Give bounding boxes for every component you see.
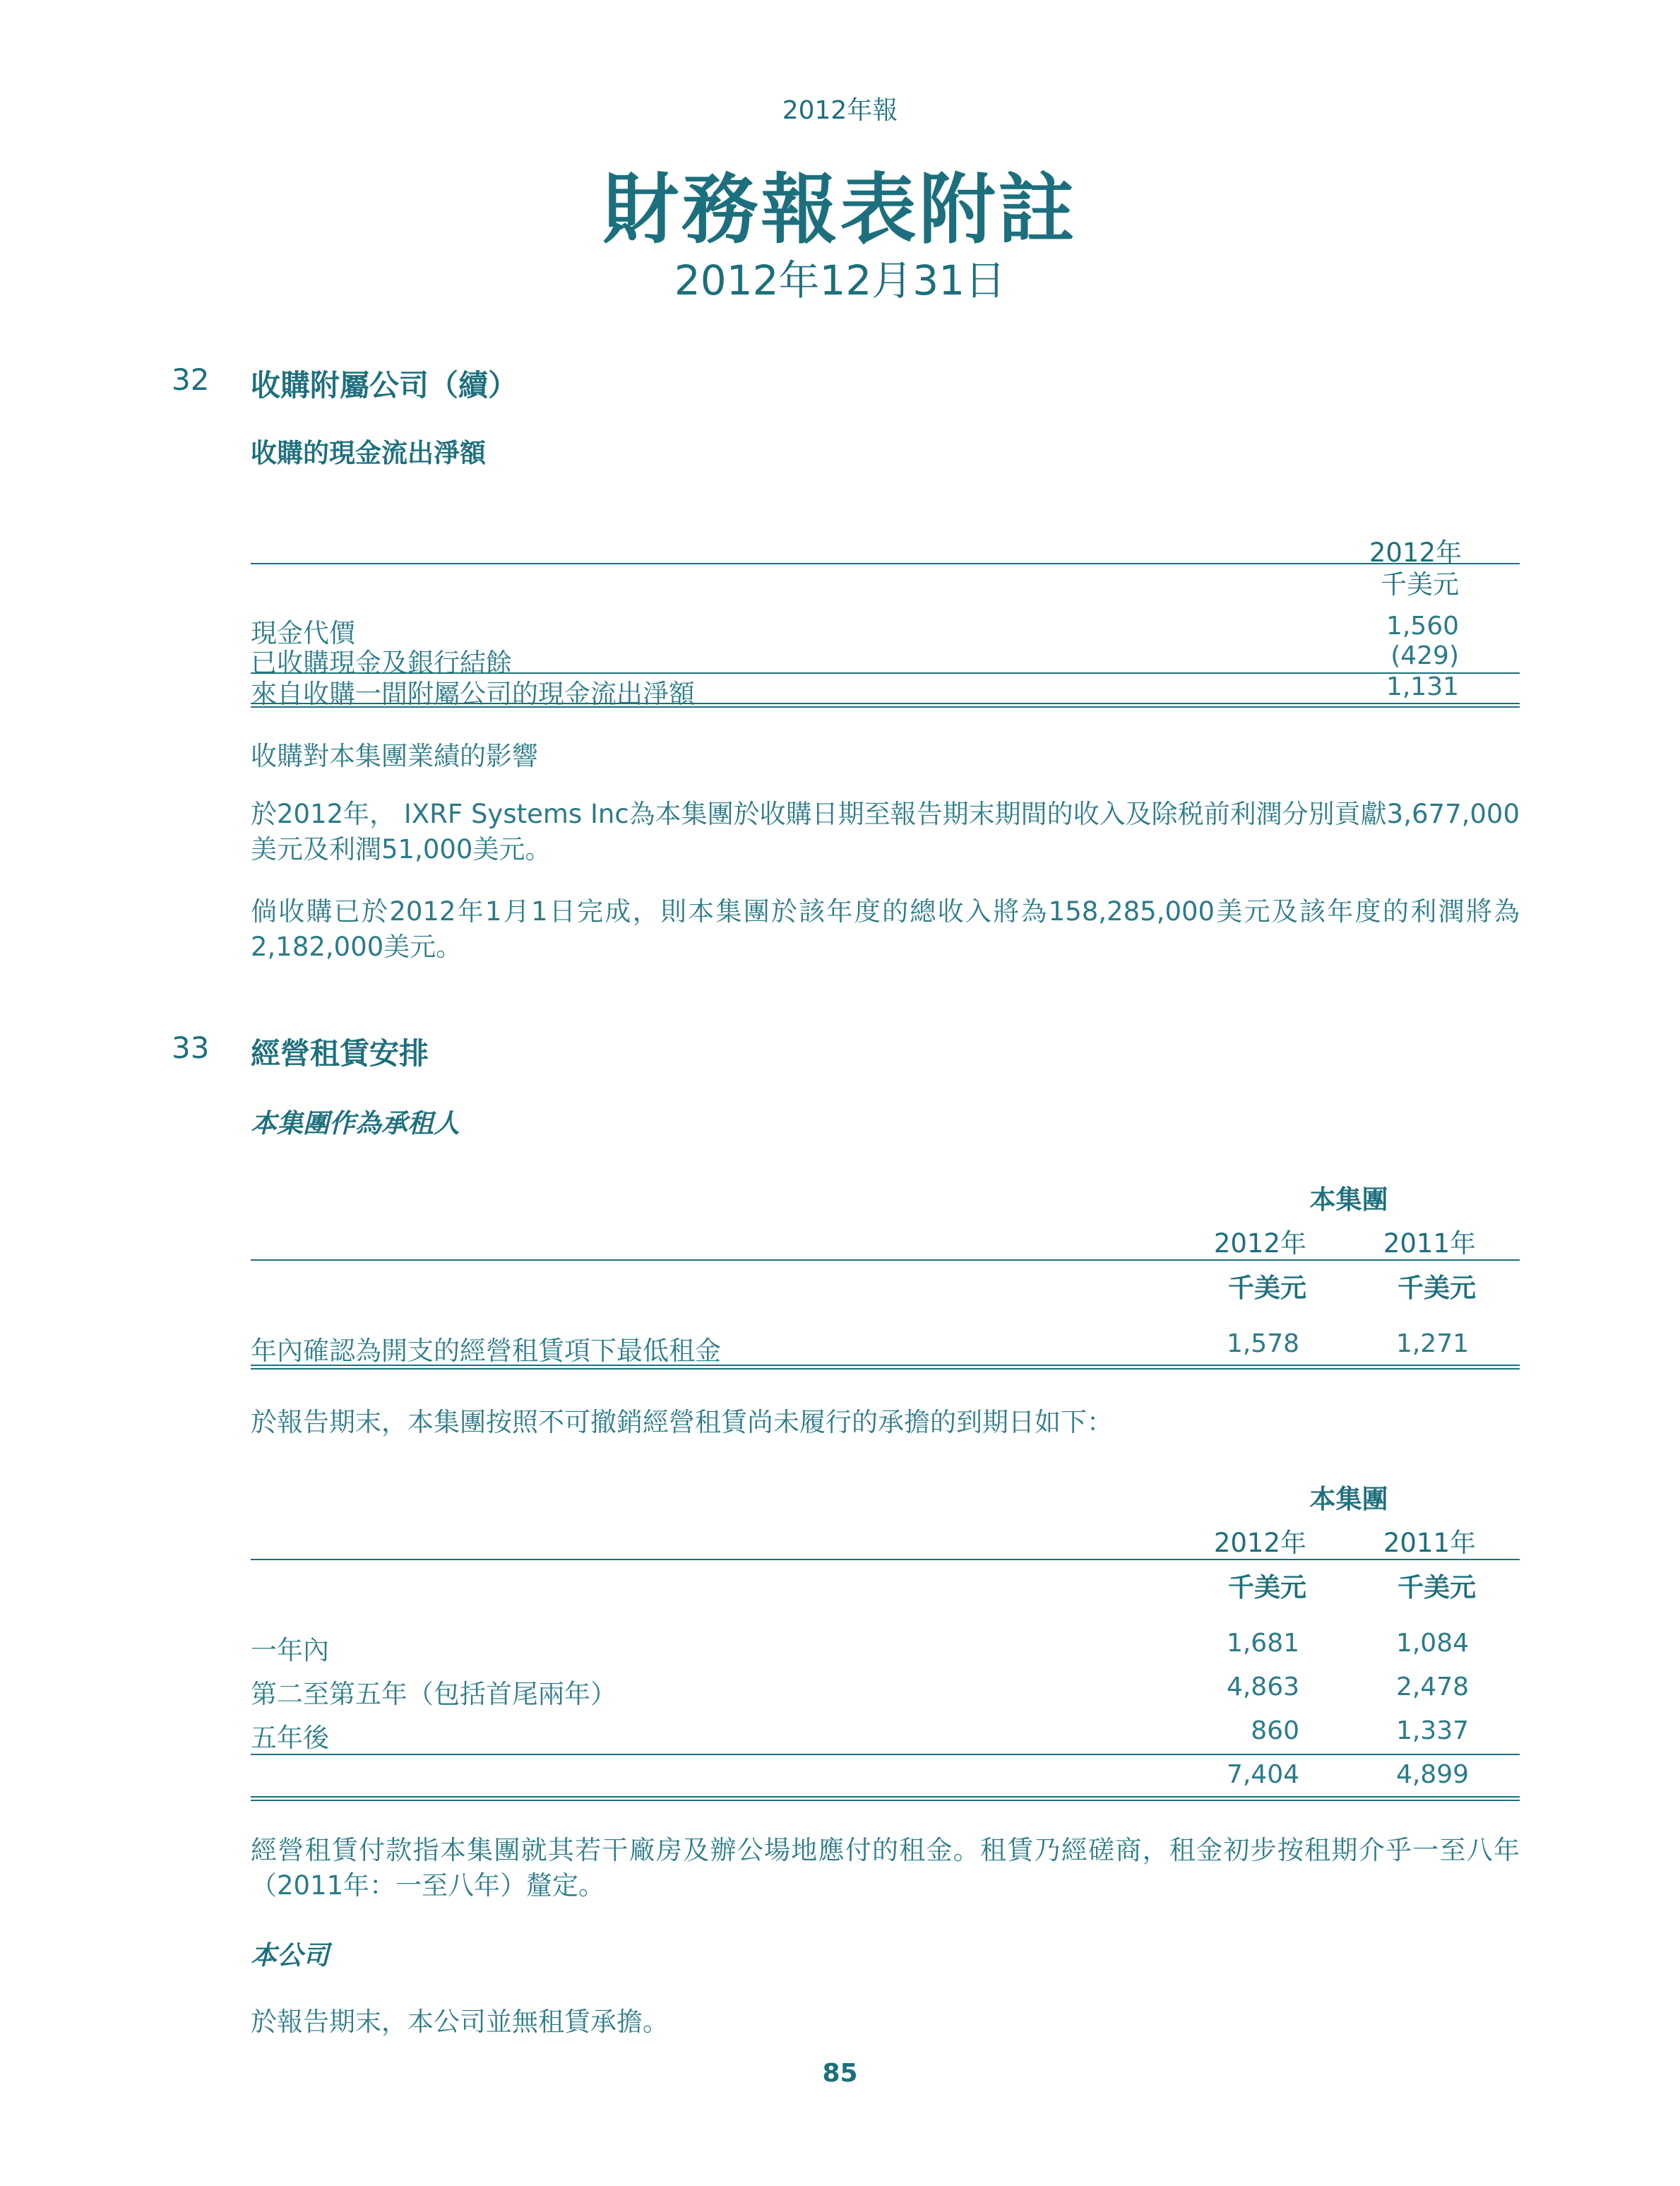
section-32-subtitle: 收購的現金流出淨額 — [251, 438, 486, 468]
lessee-title: 本集團作為承租人 — [251, 1108, 460, 1139]
table-row-label: 一年內 — [251, 1635, 329, 1665]
table-33b-col-2011: 2011年 — [1383, 1528, 1476, 1558]
table-33b-total-2012: 7,404 — [1226, 1760, 1299, 1789]
section-32-title: 收購附屬公司（續） — [251, 368, 518, 403]
commitments-intro: 於報告期末，本集團按照不可撤銷經營租賃尚未履行的承擔的到期日如下： — [251, 1407, 1113, 1437]
table-row-value-2011: 2,478 — [1395, 1673, 1469, 1701]
section-33-title: 經營租賃安排 — [251, 1036, 429, 1071]
table-33b-col-2012: 2012年 — [1213, 1528, 1306, 1558]
table-33a-unit-2012: 千美元 — [1228, 1273, 1306, 1303]
table-row-value-2012: 860 — [1251, 1716, 1299, 1745]
table-33a-double-rule — [251, 1365, 1520, 1370]
table-33b-unit-2012: 千美元 — [1228, 1572, 1306, 1603]
section-32-number: 32 — [172, 362, 210, 397]
company-title: 本公司 — [251, 1940, 329, 1971]
paragraph-pro-forma: 倘收購已於2012年1月1日完成，則本集團於該年度的總收入將為158,285,000美元及該年度的利潤將為2,182,000美元。 — [251, 896, 1520, 962]
table-33b-subtotal-rule — [251, 1754, 1520, 1755]
page-date: 2012年12月31日 — [674, 256, 1006, 304]
table-33a-col-2011: 2011年 — [1383, 1228, 1476, 1259]
table-33a-col-2012: 2012年 — [1213, 1228, 1306, 1259]
table-33a-group-label: 本集團 — [1309, 1184, 1388, 1215]
table-33a-value-2011: 1,271 — [1395, 1329, 1469, 1358]
table-32-total-double-rule — [251, 703, 1520, 708]
table-33b-double-rule — [251, 1796, 1520, 1801]
table-row-value-2011: 1,337 — [1395, 1716, 1469, 1745]
report-year: 2012年報 — [782, 96, 898, 125]
table-32-col-unit: 千美元 — [1381, 569, 1459, 600]
table-33a-row-label: 年內確認為開支的經營租賃項下最低租金 — [251, 1336, 721, 1366]
table-32-row-label: 現金代價 — [251, 618, 355, 648]
page-title: 財務報表附註 — [602, 166, 1078, 254]
table-33b-total-2011: 4,899 — [1395, 1760, 1469, 1789]
table-33b-header-rule — [251, 1559, 1520, 1560]
table-33b-unit-2011: 千美元 — [1398, 1572, 1476, 1603]
table-32-row-value: 1,560 — [1386, 612, 1459, 641]
table-row-value-2012: 4,863 — [1226, 1673, 1299, 1701]
paragraph-lease-terms: 經營租賃付款指本集團就其若干廠房及辦公場地應付的租金。租賃乃經磋商，租金初步按租期介乎一至八年（2011年：一至八年）釐定。 — [251, 1835, 1520, 1901]
page-number: 85 — [822, 2059, 858, 2088]
paragraph-contribution: 於2012年， IXRF Systems Inc為本集團於收購日期至報告期末期間的收入及除税前利潤分別貢獻3,677,000美元及利潤51,000美元。 — [251, 799, 1520, 865]
section-33-number: 33 — [172, 1030, 210, 1065]
impact-title: 收購對本集團業績的影響 — [251, 741, 538, 771]
table-32-total-value: 1,131 — [1386, 672, 1459, 701]
table-row-value-2011: 1,084 — [1395, 1629, 1469, 1658]
table-32-col-year: 2012年 — [1369, 537, 1462, 568]
table-row-label: 第二至第五年（包括首尾兩年） — [251, 1679, 616, 1709]
table-row-label: 五年後 — [251, 1723, 329, 1753]
table-33a-header-rule — [251, 1259, 1520, 1261]
table-32-total-label: 來自收購一間附屬公司的現金流出淨額 — [251, 679, 695, 709]
table-33b-group-label: 本集團 — [1309, 1484, 1388, 1514]
table-32-row-value: (429) — [1390, 641, 1459, 670]
paragraph-company-commitments: 於報告期末，本公司並無租賃承擔。 — [251, 2007, 669, 2037]
table-33a-unit-2011: 千美元 — [1398, 1273, 1476, 1303]
table-33a-value-2012: 1,578 — [1226, 1329, 1299, 1358]
table-32-row-label: 已收購現金及銀行結餘 — [251, 648, 512, 678]
table-row-value-2012: 1,681 — [1226, 1629, 1299, 1658]
